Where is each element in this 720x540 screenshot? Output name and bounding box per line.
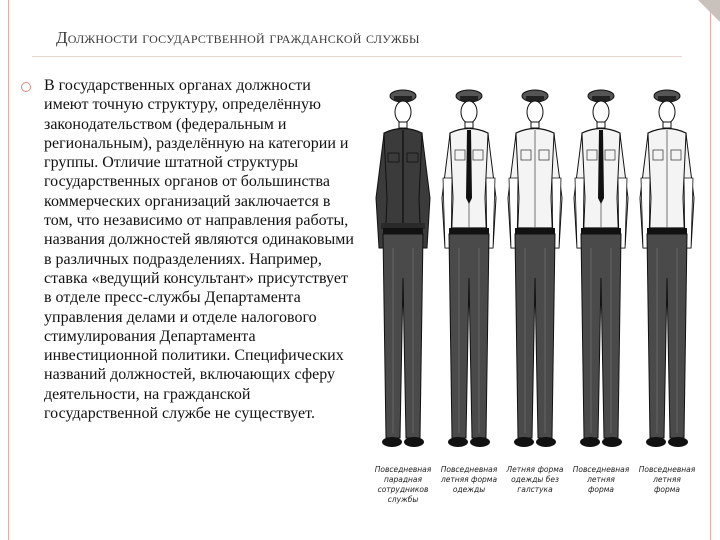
slide-frame-right xyxy=(710,0,711,540)
figure-3-caption: Летняя форма одежды без галстука xyxy=(506,465,564,494)
figure-4 xyxy=(568,78,634,463)
figure-1-caption: Повседневная парадная сотрудников службы xyxy=(374,465,432,504)
slide-title xyxy=(56,28,656,48)
figure-5 xyxy=(634,78,700,463)
figure-2-caption: Повседневная летняя форма одежды xyxy=(440,465,498,494)
corner-decoration xyxy=(698,0,720,22)
title-rule xyxy=(32,56,682,57)
figure-5-caption: Повседневная летняя форма xyxy=(638,465,696,494)
bullet-circle-icon xyxy=(21,82,31,92)
uniform-illustration xyxy=(370,78,700,518)
figure-1 xyxy=(370,78,436,463)
slide-frame-left xyxy=(8,0,9,540)
slide-body-text: В государственных органах должности имеют точную структуру, определённую законодательством (федеральным и региональным), разделённую на категории и группы. Отличие штатной структуры государственных органов от большинства коммерческих организаций заключается в том, что независимо от направления работы, названия должностей являются одинаковыми в различных подразделениях. Например, ставка «ведущий консультант» присутствует в отделе пресс-службы Департамента управления делами и отделе налогового стимулирования Департамента инвестиционной политики. Специфических названий должностей, включающих сферу деятельности, на гражданской государственной службе не существует. xyxy=(44,77,354,423)
slide-title-text: Должности государственной гражданской службы xyxy=(56,28,420,47)
figure-2 xyxy=(436,78,502,463)
figure-3 xyxy=(502,78,568,463)
figure-4-caption: Повседневная летняя форма xyxy=(572,465,630,494)
